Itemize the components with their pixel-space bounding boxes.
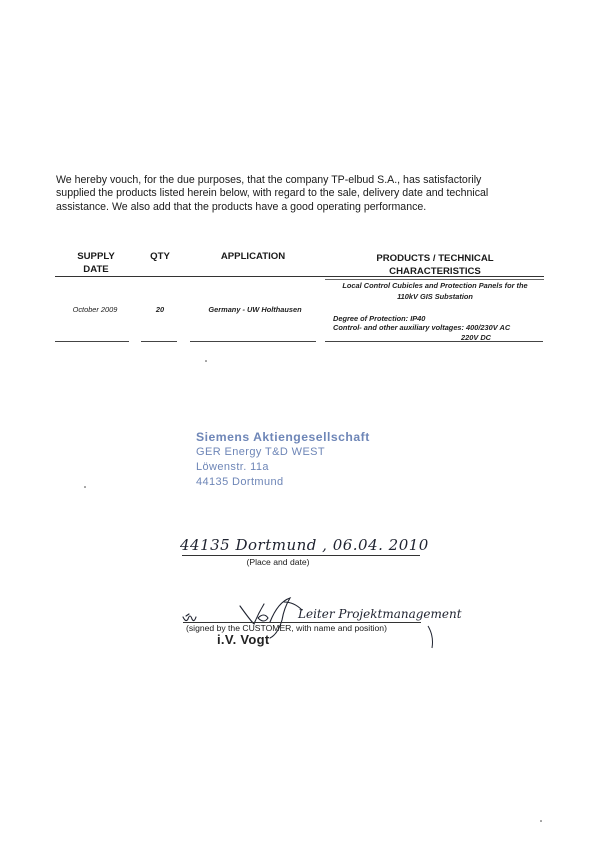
header-supply-date-line-2: DATE: [83, 263, 109, 275]
row-dc-voltage: 220V DC: [461, 333, 491, 342]
intro-line-1: We hereby vouch, for the due purposes, that the company TP-elbud S.A., has satisfactorily: [56, 174, 482, 186]
stamp-street: Löwenstr. 11a: [196, 461, 269, 473]
stamp-company-name: Siemens Aktiengesellschaft: [196, 430, 370, 444]
place-date-label: (Place and date): [246, 557, 310, 567]
handwritten-place-date: 44135 Dortmund , 06.04. 2010: [180, 536, 429, 554]
signatory-name: i.V. Vogt: [217, 632, 270, 647]
row-qty: 20: [155, 305, 165, 314]
scan-speck: [540, 820, 542, 822]
header-products-line-2: CHARACTERISTICS: [389, 265, 481, 277]
row-underline-date: [55, 341, 129, 342]
product-description: [328, 281, 542, 302]
header-qty: QTY: [150, 251, 170, 262]
header-supply-date: [60, 251, 132, 276]
header-supply-date-line-1: SUPPLY: [77, 251, 115, 262]
header-products: [330, 253, 540, 278]
header-products-line-1: PRODUCTS / TECHNICAL: [376, 253, 494, 264]
row-auxiliary-voltages: Control- and other auxiliary voltages: 400/230V AC: [333, 323, 511, 332]
intro-paragraph: [56, 174, 544, 214]
stamp-city: 44135 Dortmund: [196, 476, 284, 488]
scan-speck: [205, 360, 207, 362]
row-underline-products: [325, 341, 543, 342]
scan-speck: [84, 486, 86, 488]
stamp-division: GER Energy T&D WEST: [196, 446, 326, 458]
intro-line-3: assistance. We also add that the products have a good operating performance.: [56, 200, 427, 213]
row-application: Germany - UW Holthausen: [208, 305, 302, 314]
product-description-line-1: Local Control Cubicles and Protection Panels for the: [342, 281, 528, 290]
row-protection-degree: Degree of Protection: IP40: [333, 314, 426, 323]
place-date-line: [182, 555, 420, 556]
product-description-line-2: 110kV GIS Substation: [397, 291, 473, 301]
signature-position-text: Leiter Projektmanagement: [298, 607, 462, 621]
header-application: APPLICATION: [220, 251, 286, 262]
intro-line-2: supplied the products listed herein below, with regard to the sale, delivery date and technical: [56, 187, 489, 200]
row-supply-date: October 2009: [72, 305, 118, 314]
signature-label: (signed by the CUSTOMER, with name and position): [186, 623, 387, 633]
row-underline-application: [190, 341, 316, 342]
row-underline-qty: [141, 341, 177, 342]
company-stamp: [196, 430, 370, 490]
header-rule-secondary: [325, 279, 544, 280]
header-rule: [55, 276, 544, 277]
